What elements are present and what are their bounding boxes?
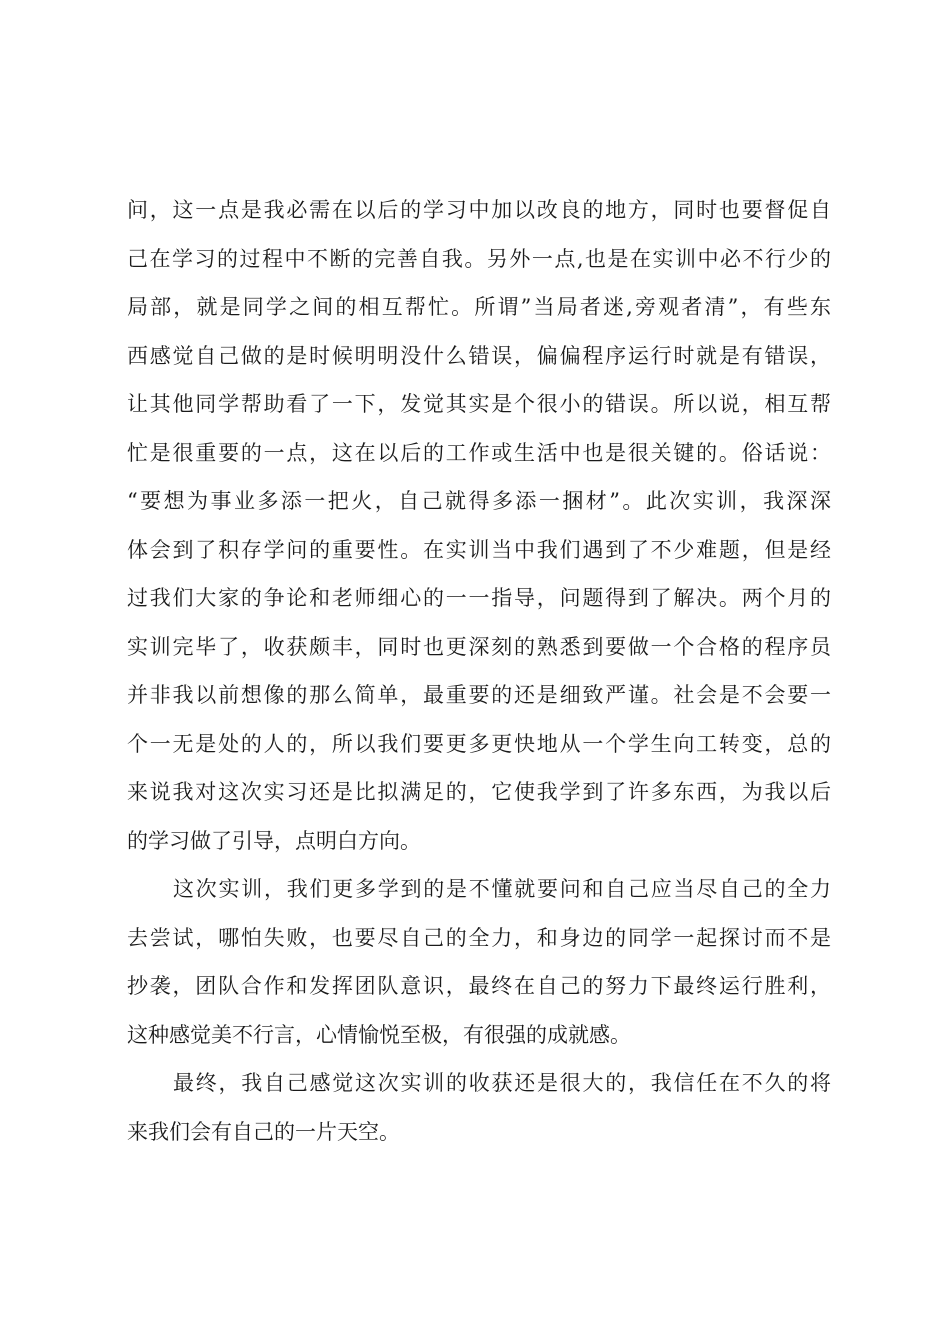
text-line: 局部，就是同学之间的相互帮忙。所谓”当局者迷,旁观者清”，有些东 <box>127 295 831 319</box>
paragraph-3 <box>127 1059 831 1156</box>
paragraph-2 <box>127 865 831 1059</box>
text-line: 体会到了积存学问的重要性。在实训当中我们遇到了不少难题，但是经 <box>127 537 831 562</box>
text-line: 让其他同学帮助看了一下，发觉其实是个很小的错误。所以说，相互帮 <box>127 392 831 416</box>
text-line: 过我们大家的争论和老师细心的一一指导，问题得到了解决。两个月的 <box>127 586 831 610</box>
text-line: 这种感觉美不行言，心情愉悦至极，有很强的成就感。 <box>127 1022 631 1047</box>
text-line: 去尝试，哪怕失败，也要尽自己的全力，和身边的同学一起探讨而不是 <box>127 925 831 950</box>
text-line: 西感觉自己做的是时候明明没什么错误，偏偏程序运行时就是有错误， <box>127 343 831 368</box>
text-line: 的学习做了引导，点明白方向。 <box>127 828 421 853</box>
text-line: 抄袭，团队合作和发挥团队意识，最终在自己的努力下最终运行胜利， <box>127 974 831 998</box>
text-line: 最终，我自己感觉这次实训的收获还是很大的，我信任在不久的将 <box>173 1071 831 1095</box>
text-line: 这次实训，我们更多学到的是不懂就要问和自己应当尽自己的全力 <box>173 877 831 901</box>
text-line: 忙是很重要的一点，这在以后的工作或生活中也是很关键的。俗话说： <box>127 440 831 465</box>
text-line: 己在学习的过程中不断的完善自我。另外一点,也是在实训中必不行少的 <box>127 246 831 271</box>
document-body <box>127 186 831 1156</box>
text-line: 并非我以前想像的那么简单，最重要的还是细致严谨。社会是不会要一 <box>127 683 831 707</box>
paragraph-1 <box>127 186 831 865</box>
text-line: 个一无是处的人的，所以我们要更多更快地从一个学生向工转变，总的 <box>127 731 831 756</box>
text-line: 问，这一点是我必需在以后的学习中加以改良的地方，同时也要督促自 <box>127 198 831 222</box>
text-line: 来我们会有自己的一片天空。 <box>127 1119 400 1144</box>
text-line: “要想为事业多添一把火，自己就得多添一捆材”。此次实训，我深深 <box>127 489 831 513</box>
text-line: 实训完毕了，收获颇丰，同时也更深刻的熟悉到要做一个合格的程序员 <box>127 634 831 659</box>
text-line: 来说我对这次实习还是比拟满足的，它使我学到了许多东西，为我以后 <box>127 780 831 804</box>
